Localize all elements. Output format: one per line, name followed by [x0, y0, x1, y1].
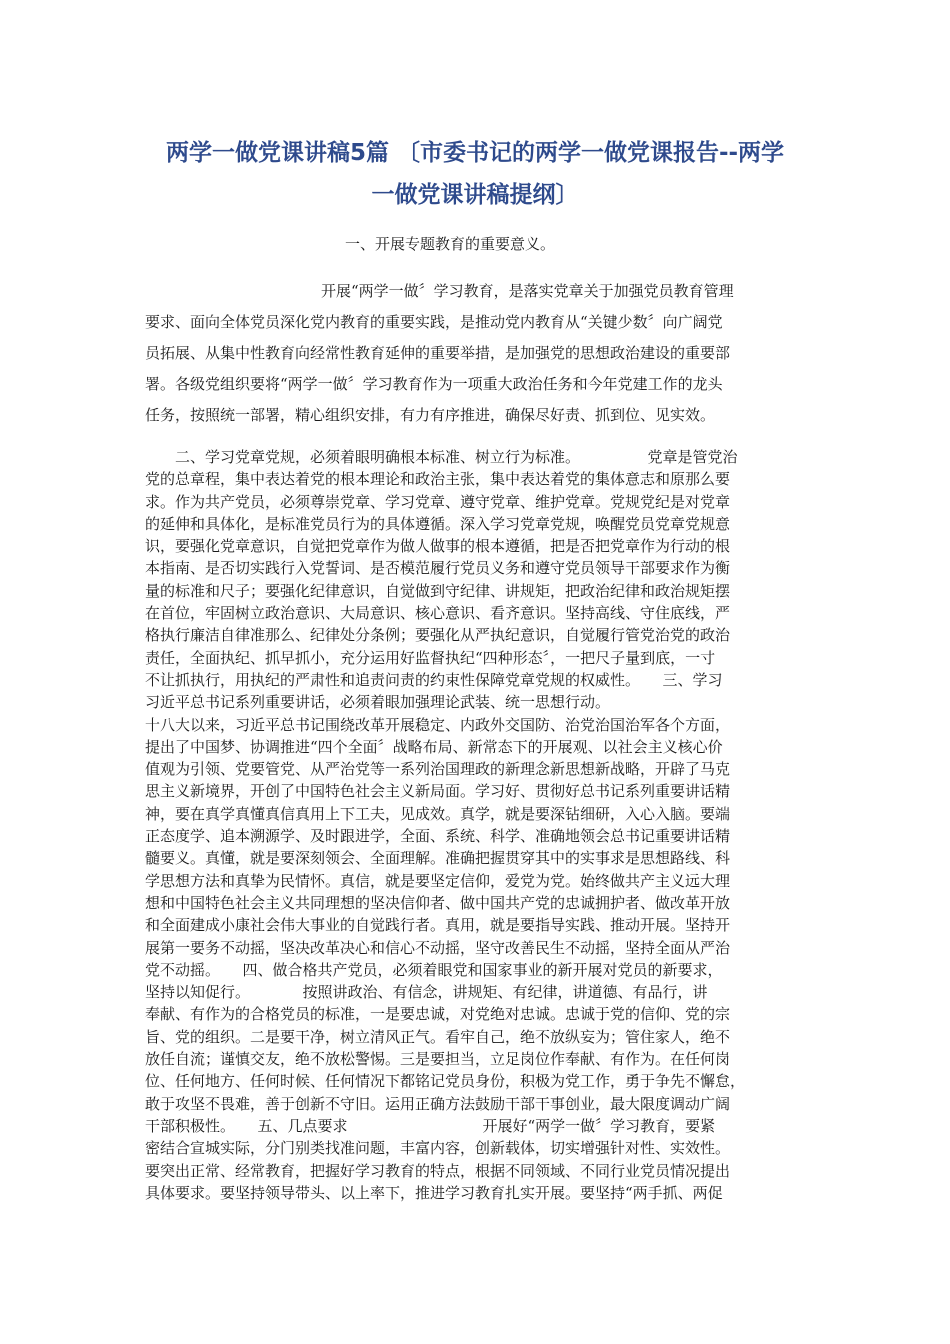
- paragraph-line: 不让抓执行，用执纪的严肃性和追责问责的约束性保障党章党规的权威性。 三、学习: [145, 670, 723, 689]
- paragraph-line: 位、任何地方、任何时候、任何情况下都铭记党员身份，积极为党工作，勇于争先不懈怠，: [145, 1072, 746, 1091]
- section-heading-1: 一、开展专题教育的重要意义。: [345, 235, 556, 253]
- paragraph-line: 党不动摇。 四、做合格共产党员，必须着眼党和国家事业的新开展对党员的新要求，: [145, 960, 723, 979]
- paragraph-line: 值观为引领、党要管党、从严治党等一系列治国理政的新理念新思想新战略，开辟了马克: [145, 760, 731, 779]
- paragraph-line: 二、学习党章党规，必须着眼明确根本标准、树立行为标准。 党章是管党治: [175, 448, 738, 466]
- paragraph-line: 放任自流；谨慎交友，绝不放松警惕。三是要担当，立足岗位作奉献、有作为。在任何岗: [145, 1050, 731, 1069]
- paragraph-line: 员拓展、从集中性教育向经常性教育延伸的重要举措，是加强党的思想政治建设的重要部: [145, 344, 731, 362]
- title-line-2: 一做党课讲稿提纲〕: [371, 182, 579, 208]
- paragraph-line: 格执行廉洁自律准那么、纪律处分条例；要强化从严执纪意识，自觉履行管党治党的政治: [145, 626, 731, 645]
- paragraph-line: 十八大以来，习近平总书记围绕改革开展稳定、内政外交国防、治党治国治军各个方面，: [145, 715, 731, 734]
- paragraph-line: 神，要在真学真懂真信真用上下工夫，见成效。真学，就是要深钻细研，入心入脑。要端: [145, 804, 731, 823]
- paragraph-line: 党的总章程，集中表达着党的根本理论和政治主张，集中表达着党的集体意志和原那么要: [145, 470, 731, 489]
- paragraph-line: 敢于攻坚不畏难，善于创新不守旧。运用正确方法鼓励干部干事创业，最大限度调动广阔: [145, 1094, 731, 1113]
- paragraph-line: 量的标准和尺子；要强化纪律意识，自觉做到守纪律、讲规矩，把政治纪律和政治规矩摆: [145, 581, 731, 600]
- paragraph-line: 奉献、有作为的合格党员的标准，一是要忠诚，对党绝对忠诚。忠诚于党的信仰、党的宗: [145, 1005, 731, 1024]
- paragraph-line: 展第一要务不动摇，坚决改革决心和信心不动摇，坚守改善民生不动摇，坚持全面从严治: [145, 938, 731, 957]
- paragraph-line: 开展“两学一做〞学习教育，是落实党章关于加强党员教育管理: [321, 282, 734, 300]
- paragraph-line: 习近平总书记系列重要讲话，必须着眼加强理论武装、统一思想行动。: [145, 693, 611, 712]
- paragraph-line: 要求、面向全体党员深化党内教育的重要实践，是推动党内教育从“关键少数〞向广阔党: [145, 313, 723, 331]
- paragraph-line: 和全面建成小康社会伟大事业的自觉践行者。真用，就是要指导实践、推动开展。坚持开: [145, 916, 731, 935]
- paragraph-line: 任务，按照统一部署，精心组织安排，有力有序推进，确保尽好责、抓到位、见实效。: [145, 406, 716, 424]
- paragraph-2: [145, 446, 805, 1204]
- paragraph-line: 责任，全面执纪、抓早抓小，充分运用好监督执纪“四种形态〞，一把尺子量到底，一寸: [145, 648, 716, 667]
- paragraph-1: [145, 276, 805, 431]
- paragraph-line: 想和中国特色社会主义共同理想的坚决信仰者、做中国共产党的忠诚拥护者、做改革开放: [145, 893, 731, 912]
- paragraph-line: 署。各级党组织要将“两学一做〞学习教育作为一项重大政治任务和今年党建工作的龙头: [145, 375, 723, 393]
- paragraph-line: 求。作为共产党员，必须尊崇党章、学习党章、遵守党章、维护党章。党规党纪是对党章: [145, 492, 731, 511]
- paragraph-line: 思主义新境界，开创了中国特色社会主义新局面。学习好、贯彻好总书记系列重要讲话精: [145, 782, 731, 801]
- paragraph-line: 干部积极性。 五、几点要求 开展好“两学一做〞学习教育，要紧: [145, 1116, 716, 1135]
- paragraph-line: 要突出正常、经常教育，把握好学习教育的特点，根据不同领域、不同行业党员情况提出: [145, 1161, 731, 1180]
- paragraph-line: 具体要求。要坚持领导带头、以上率下，推进学习教育扎实开展。要坚持“两手抓、两促: [145, 1183, 723, 1202]
- page-title: [110, 132, 840, 216]
- paragraph-line: 旨、党的组织。二是要干净，树立清风正气。看牢自己，绝不放纵妄为；管住家人，绝不: [145, 1027, 731, 1046]
- paragraph-line: 的延伸和具体化，是标准党员行为的具体遵循。深入学习党章党规，唤醒党员党章党规意: [145, 514, 731, 533]
- paragraph-line: 提出了中国梦、协调推进“四个全面〞战略布局、新常态下的开展观、以社会主义核心价: [145, 737, 723, 756]
- paragraph-line: 识，要强化党章意识，自觉把党章作为做人做事的根本遵循，把是否把党章作为行动的根: [145, 537, 731, 556]
- paragraph-line: 密结合宣城实际，分门别类找准问题，丰富内容，创新载体，切实增强针对性、实效性。: [145, 1139, 731, 1158]
- paragraph-line: 本指南、是否切实践行入党誓词、是否模范履行党员义务和遵守党员领导干部要求作为衡: [145, 559, 731, 578]
- paragraph-line: 学思想方法和真挚为民情怀。真信，就是要坚定信仰，爱党为党。始终做共产主义远大理: [145, 871, 731, 890]
- paragraph-line: 坚持以知促行。 按照讲政治、有信念，讲规矩、有纪律，讲道德、有品行，讲: [145, 983, 708, 1002]
- paragraph-line: 髓要义。真懂，就是要深刻领会、全面理解。准确把握贯穿其中的实事求是思想路线、科: [145, 849, 731, 868]
- title-line-1: 两学一做党课讲稿5篇 〔市委书记的两学一做党课报告--两学: [165, 140, 785, 166]
- paragraph-line: 在首位，牢固树立政治意识、大局意识、核心意识、看齐意识。坚持高线、守住底线，严: [145, 604, 731, 623]
- paragraph-line: 正态度学、追本溯源学、及时跟进学，全面、系统、科学、准确地领会总书记重要讲话精: [145, 827, 731, 846]
